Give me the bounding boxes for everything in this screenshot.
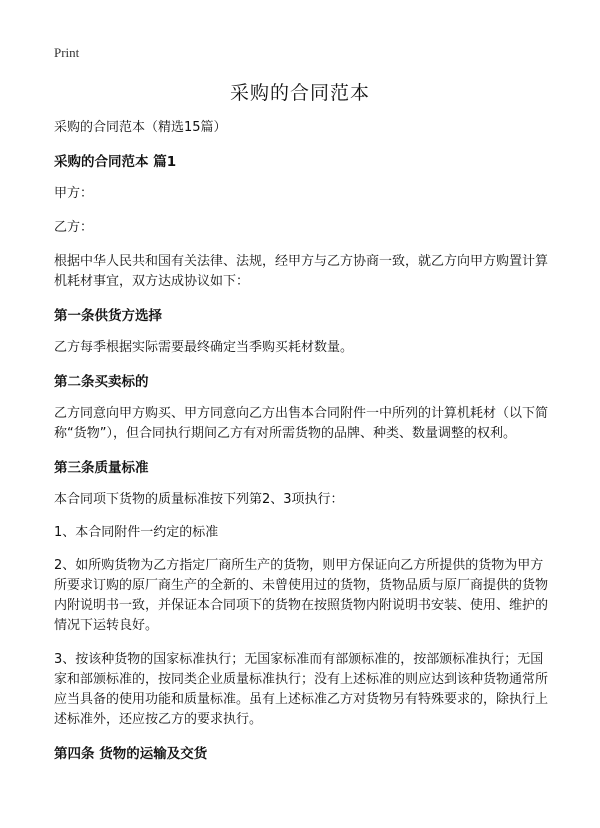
party-a-line: 甲方： [54,186,94,201]
article-4-heading: 第四条 货物的运输及交货 [54,746,208,762]
article-2-paragraph-1: 乙方同意向甲方购买、甲方同意向乙方出售本合同附件一中所列的计算机耗材（以下简称“货物”），但合同执行期间乙方有对所需货物的品牌、种类、数量调整的权利。 [54,406,549,441]
print-link[interactable]: Print [54,45,80,60]
article-3-paragraph-1: 本合同项下货物的质量标准按下列第2、3项执行： [54,492,344,507]
document-subtitle: 采购的合同范本（精选15篇） [54,120,227,135]
article-3-paragraph-3: 2、如所购货物为乙方指定厂商所生产的货物，则甲方保证向乙方所提供的货物为甲方所要求订购的原厂商生产的全新的、未曾使用过的货物，货物品质与原厂商提供的货物内附说明书一致，并保证本合同项下的货物在按照货物内附说明书安装、使用、维护的情况下运转良好。 [54,558,549,633]
article-3-heading: 第三条质量标准 [54,460,149,476]
article-2-heading: 第二条买卖标的 [54,374,149,390]
section-heading: 采购的合同范本 篇1 [54,154,177,170]
article-1-paragraph-1: 乙方每季根据实际需要最终确定当季购买耗材数量。 [54,340,354,355]
intro-paragraph: 根据中华人民共和国有关法律、法规，经甲方与乙方协商一致，就乙方向甲方购置计算机耗材事宜，双方达成协议如下： [54,254,549,289]
document-title: 采购的合同范本 [229,82,370,104]
party-b-line: 乙方： [54,220,94,235]
article-3-paragraph-4: 3、按该种货物的国家标准执行；无国家标准而有部颁标准的，按部颁标准执行；无国家和部颁标准的，按同类企业质量标准执行；没有上述标准的则应达到该种货物通常所应当具备的使用功能和质量标准。虽有上述标准乙方对货物另有特殊要求的，除执行上述标准外，还应按乙方的要求执行。 [54,652,549,727]
article-3-paragraph-2: 1、本合同附件一约定的标准 [54,525,219,540]
document-body [54,118,554,764]
article-1-heading: 第一条供货方选择 [54,308,162,324]
